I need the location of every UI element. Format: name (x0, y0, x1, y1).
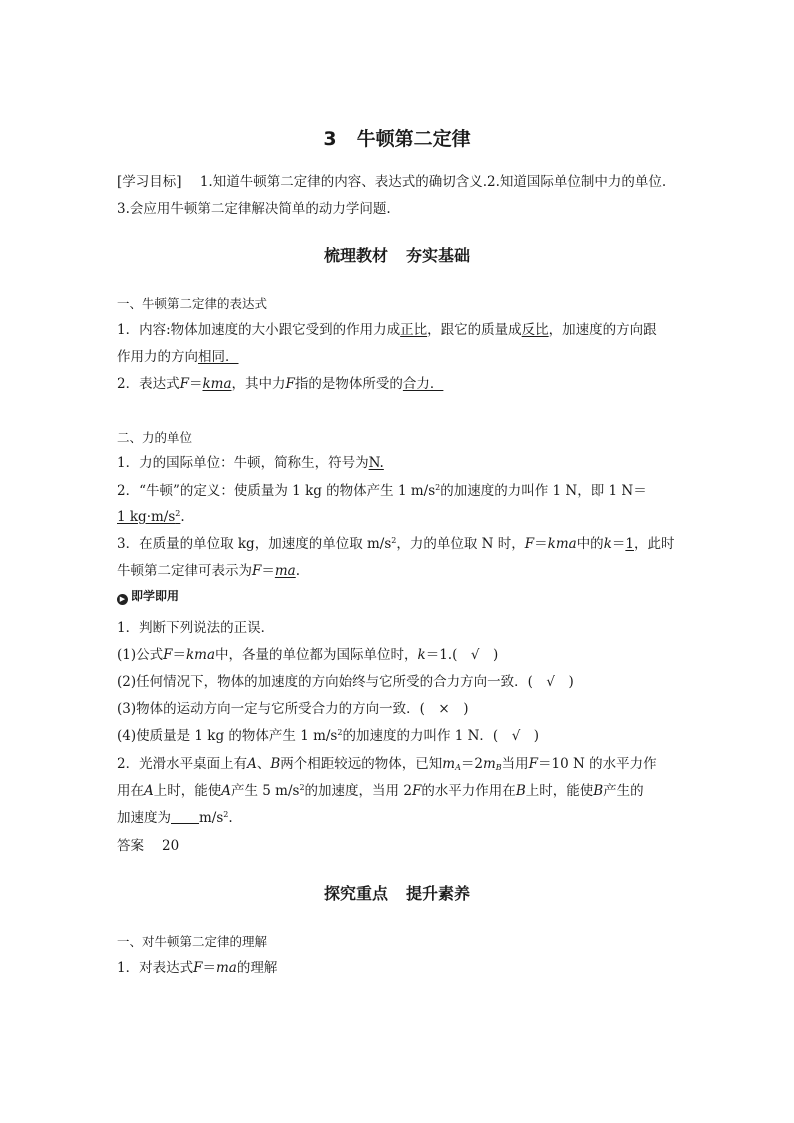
section-heading-2 (0, 881, 794, 904)
play-icon: ▶ (117, 594, 128, 605)
q1-statement-1 (117, 645, 498, 665)
text: 2．光滑水平桌面上有 (117, 756, 248, 772)
var: F (411, 783, 422, 799)
answer-blank: 相同． (198, 349, 239, 365)
text: 产生的 (603, 783, 644, 799)
answer-blank: ma (274, 563, 296, 579)
subscript: A (455, 763, 461, 772)
page-title (0, 124, 794, 151)
q1-statement-3: (3)物体的运动方向一定与它所受合力的方向一致．( × ) (117, 701, 469, 717)
part2-item2-line1 (117, 481, 647, 501)
answer-blank: N. (368, 455, 384, 471)
text: 中，各量的单位都为国际单位时， (215, 647, 418, 663)
text: 、 (256, 756, 271, 772)
var: kma (547, 536, 577, 552)
subscript: B (495, 763, 502, 772)
q1-statement-4 (117, 726, 539, 746)
superscript: 2 (337, 728, 343, 737)
answer-blank (117, 509, 180, 525)
part2-heading: 二、力的单位 (117, 430, 193, 445)
var: kma (186, 647, 216, 663)
part2-item3-line1 (117, 534, 674, 554)
var: k (417, 647, 426, 663)
text: (1)公式 (117, 647, 164, 663)
var: F (528, 756, 539, 772)
text: 产生 5 m/s (231, 783, 300, 799)
text: 的理解 (236, 960, 278, 976)
text: 的加速度，当用 2 (304, 783, 412, 799)
q2-line-1 (117, 754, 657, 774)
text: ，跟它的质量成 (427, 322, 522, 338)
text: ，此时 (633, 536, 675, 552)
answer-value: 20 (162, 838, 180, 854)
var: B (515, 783, 526, 799)
part2-item1 (117, 453, 384, 473)
text: ，力的单位取 N 时， (396, 536, 525, 552)
text: 上时，能使 (153, 783, 222, 799)
q1-statement-2: (2)任何情况下，物体的加速度的方向始终与它所受的合力方向一致．( √ ) (117, 674, 574, 690)
text: ＝ (611, 536, 626, 552)
text: 的水平力作用在 (421, 783, 516, 799)
objectives-line-2: 3.会应用牛顿第二定律解决简单的动力学问题. (117, 201, 391, 217)
text: . (295, 563, 301, 579)
text: ＝2 (460, 756, 483, 772)
text: m/s (199, 810, 224, 826)
answer-blank: 合力． (402, 376, 444, 392)
text: ＝ (534, 536, 548, 552)
text: 两个相距较远的物体，已知 (280, 756, 443, 772)
var: A (144, 783, 154, 799)
section-1-part-a: 梳理教材 (323, 246, 388, 265)
q2-line-2 (117, 781, 644, 801)
answer-blank: kma (202, 376, 232, 392)
text: (4)使质量是 1 kg 的物体产生 1 m/s (117, 728, 338, 744)
text: ＝ (172, 647, 186, 663)
part3-heading: 一、对牛顿第二定律的理解 (117, 934, 268, 949)
superscript: 2 (435, 483, 441, 492)
var: ma (215, 960, 237, 976)
var: A (221, 783, 231, 799)
text: 1．内容:物体加速度的大小跟它受到的作用力成 (117, 322, 401, 338)
title-number: 3 (323, 128, 337, 150)
text: 用在 (117, 783, 144, 799)
text: 的加速度的力叫作 1 N，即 1 N＝ (440, 483, 647, 499)
answer-blank: 1 (625, 536, 634, 552)
section-1-part-b: 夯实基础 (406, 246, 471, 265)
text: 中的 (576, 536, 604, 552)
part2-item3-line2 (117, 561, 300, 581)
text: 2．“牛顿”的定义：使质量为 1 kg 的物体产生 1 m/s (117, 483, 436, 499)
title-text: 牛顿第二定律 (356, 128, 471, 150)
text: 3．在质量的单位取 kg，加速度的单位取 m/s (117, 536, 392, 552)
text: ＝ (261, 563, 275, 579)
text: 作用力的方向 (117, 349, 198, 365)
q2-line-3 (117, 808, 233, 828)
var: F (285, 376, 295, 392)
var: m (482, 756, 496, 772)
text: ，其中力 (231, 376, 286, 392)
text: . (228, 810, 233, 826)
superscript: 2 (391, 536, 397, 545)
text: 的加速度的力叫作 1 N．( √ ) (342, 728, 540, 744)
text: 1．对表达式 (117, 960, 194, 976)
part1-item1-line1 (117, 320, 657, 340)
text: ＝ (202, 960, 216, 976)
superscript: 2 (223, 810, 229, 819)
part3-item1 (117, 958, 277, 978)
superscript: 2 (175, 509, 181, 518)
answer-label: 答案 (117, 838, 144, 854)
text: ＝ (188, 376, 203, 392)
var: F (193, 960, 203, 976)
text: . (180, 509, 185, 525)
var: B (593, 783, 604, 799)
text: 牛顿第二定律可表示为 (117, 563, 252, 579)
text: ＝1.( √ ) (425, 647, 499, 663)
var: B (270, 756, 281, 772)
var: F (252, 563, 262, 579)
var: F (524, 536, 535, 552)
q1-heading: 1．判断下列说法的正误． (117, 620, 275, 636)
section-heading-1 (0, 243, 794, 266)
q2-answer (117, 836, 179, 856)
answer-blank: 反比 (521, 322, 549, 338)
text: 当用 (501, 756, 529, 772)
text: 1．力的国际单位：牛顿，简称生，符号为 (117, 455, 369, 471)
superscript: 2 (299, 783, 305, 792)
section-2-part-b: 提升素养 (406, 884, 471, 903)
text: 上时，能使 (525, 783, 594, 799)
part1-item1-line2 (117, 347, 239, 367)
var: F (179, 376, 189, 392)
objectives-label: [学习目标] (117, 174, 182, 190)
text: ＝10 N 的水平力作 (538, 756, 657, 772)
text: ，加速度的方向跟 (548, 322, 657, 338)
answer-text: 1 kg·m/s (117, 509, 176, 525)
part1-item2 (117, 374, 443, 394)
practice-label: 即学即用 (131, 589, 180, 603)
practice-tag (117, 586, 179, 606)
objectives-line-1 (117, 172, 666, 192)
var: F (163, 647, 173, 663)
text: 指的是物体所受的 (294, 376, 403, 392)
fill-in-blank (171, 811, 199, 824)
var: m (442, 756, 456, 772)
objectives-text-1: 1.知道牛顿第二定律的内容、表达式的确切含义.2.知道国际单位制中力的单位. (199, 174, 667, 190)
var: A (247, 756, 257, 772)
var: k (603, 536, 612, 552)
part2-item2-line2 (117, 507, 185, 527)
answer-blank: 正比 (400, 322, 428, 338)
part1-heading: 一、牛顿第二定律的表达式 (117, 296, 268, 311)
section-2-part-a: 探究重点 (323, 884, 388, 903)
text: 2．表达式 (117, 376, 180, 392)
text: 加速度为 (117, 810, 171, 826)
